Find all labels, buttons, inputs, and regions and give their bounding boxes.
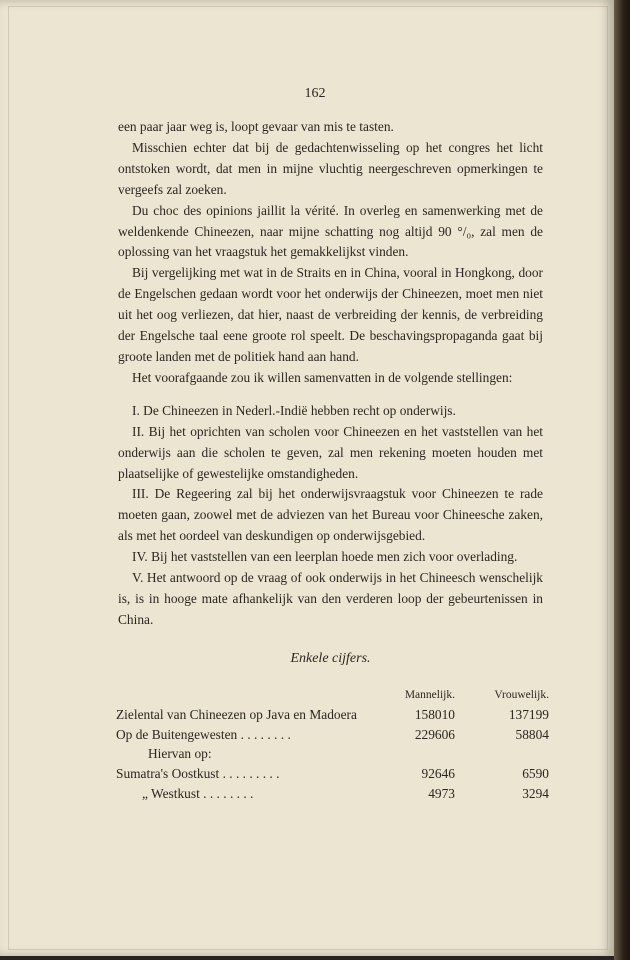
female-value: 137199 <box>508 707 549 723</box>
paragraph-3: Du choc des opinions jaillit la vérité. In overleg en samenwerking met de weldenkende Chineezen, naar mijne schatting nog altijd 90 °/₀, zal men de oplossing van het vraagstuk het gemakkelijkst vinden. <box>118 202 543 260</box>
statistics-table <box>116 686 549 804</box>
male-value <box>357 744 455 764</box>
paragraph-1: een paar jaar weg is, loopt gevaar van mis te tasten. <box>118 119 394 134</box>
thesis-3: III. De Regeering zal bij het onderwijsvraagstuk voor Chineezen te rade moeten gaan, zoowel met de adviezen van het Bureau voor Chineesche zaken, als met het oordeel van deskundigen op onderwijsgebied. <box>118 486 543 544</box>
table-row <box>116 725 549 745</box>
header-female: Vrouwelijk. <box>494 688 549 701</box>
row-label: Op de Buitengewesten . . . . . . . . <box>116 726 291 742</box>
thesis-2: II. Bij het oprichten van scholen voor Chineezen en het vaststellen van het onderwijs aan die scholen te geven, zal men rekening moeten houden met plaatselijke of gewestelijke omstandigheden. <box>118 423 543 481</box>
table-row <box>116 744 549 764</box>
row-label: „ Westkust . . . . . . . . <box>142 785 254 801</box>
section-heading: Enkele cijfers. <box>290 650 371 666</box>
paragraph-4: Bij vergelijking met wat in de Straits en in China, vooral in Hongkong, door de Engelschen gedaan wordt voor het onderwijs der Chineezen, moet men niet uit het oog verliezen, dat hier, naast de verbreiding der kennis, de verbreiding der Engelsche taal eene groote rol speelt. De beschavingspropaganda gaat bij groote landen met de politiek hand aan hand. <box>118 265 543 364</box>
thesis-5: V. Het antwoord op de vraag of ook onderwijs in het Chineesch wenschelijk is, is in hooge mate afhankelijk van den verderen loop der gebeurtenissen in China. <box>118 570 543 627</box>
female-value: 58804 <box>515 726 549 742</box>
table-row <box>116 705 549 725</box>
male-value: 4973 <box>428 785 455 801</box>
paragraph-2: Misschien echter dat bij de gedachtenwisseling op het congres het licht ontstoken wordt, dat men in mijne vluchtig neergeschreven opmerkingen te vergeefs zal zoeken. <box>118 139 543 197</box>
male-value: 92646 <box>421 766 455 782</box>
spacer <box>118 389 543 401</box>
row-label: Sumatra's Oostkust . . . . . . . . . <box>116 766 280 782</box>
male-value: 158010 <box>414 707 455 723</box>
paragraph-5: Het voorafgaande zou ik willen samenvatten in de volgende stellingen: <box>132 369 513 385</box>
row-label: Zielental van Chineezen op Java en Madoera <box>116 707 357 723</box>
page-number: 162 <box>304 86 326 101</box>
book-spine <box>614 0 630 960</box>
thesis-1: I. De Chineezen in Nederl.-Indië hebben recht op onderwijs. <box>132 402 456 418</box>
table-row <box>116 764 549 784</box>
row-label: Hiervan op: <box>148 746 212 762</box>
header-male: Mannelijk. <box>404 688 455 701</box>
male-value: 229606 <box>414 726 455 742</box>
female-value <box>455 744 549 764</box>
female-value: 6590 <box>522 766 549 782</box>
table-header-row <box>116 686 549 706</box>
thesis-4: IV. Bij het vaststellen van een leerplan hoede men zich voor overlading. <box>132 549 518 565</box>
table-row <box>116 784 549 804</box>
body-text <box>116 117 549 803</box>
female-value: 3294 <box>522 785 549 801</box>
